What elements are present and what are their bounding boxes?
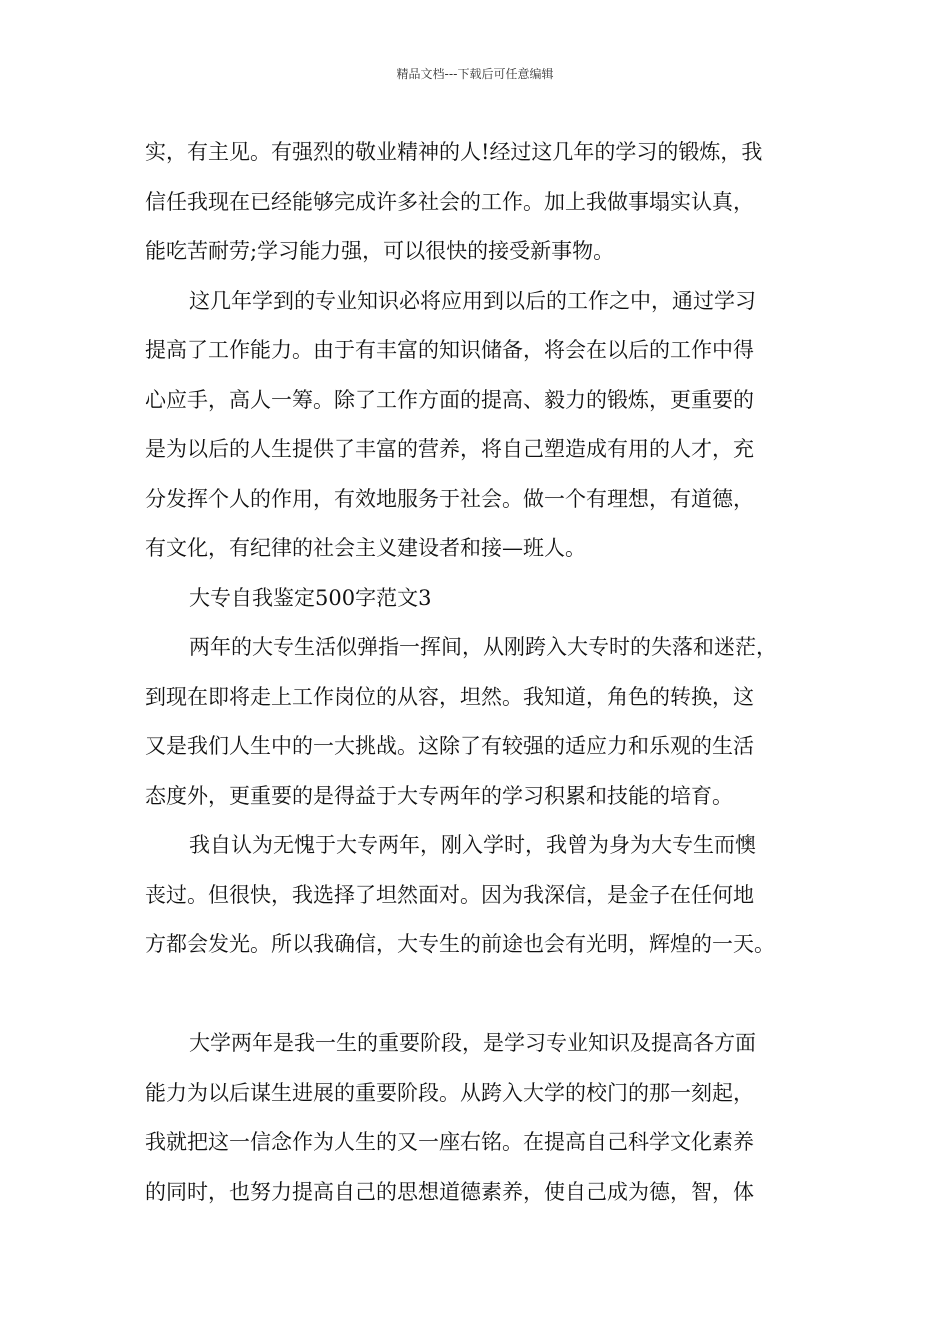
text-line: 我就把这一信念作为人生的又一座右铭。在提高自己科学文化素养 — [145, 1130, 754, 1154]
blank-line — [145, 970, 817, 1020]
text-line: 能力为以后谋生进展的重要阶段。从跨入大学的校门的那一刻起， — [145, 1080, 754, 1105]
document-body — [145, 128, 817, 1217]
text-line: 态度外，更重要的是得益于大专两年的学习积累和技能的培育。 — [145, 783, 733, 808]
text-line: 信任我现在已经能够完成许多社会的工作。加上我做事塌实认真， — [145, 189, 754, 214]
text-line: 有文化，有纪律的社会主义建设者和接—班人。 — [145, 536, 586, 560]
text-line: 提高了工作能力。由于有丰富的知识储备，将会在以后的工作中得 — [145, 338, 754, 362]
text-line: 这几年学到的专业知识必将应用到以后的工作之中，通过学习 — [189, 288, 756, 313]
text-line: 大专自我鉴定500字范文3 — [189, 585, 432, 610]
text-line: 又是我们人生中的一大挑战。这除了有较强的适应力和乐观的生活 — [145, 734, 754, 758]
text-line: 我自认为无愧于大专两年，刚入学时，我曾为身为大专生而懊 — [189, 833, 756, 857]
text-line: 两年的大专生活似弹指一挥间，从刚跨入大专时的失落和迷茫， — [189, 635, 777, 659]
text-line: 的同时，也努力提高自己的思想道德素养，使自己成为德，智，体 — [145, 1179, 754, 1204]
text-line: 方都会发光。所以我确信，大专生的前途也会有光明，辉煌的一天。 — [145, 932, 775, 956]
text-line: 到现在即将走上工作岗位的从容，坦然。我知道，角色的转换，这 — [145, 684, 754, 709]
text-line: 分发挥个人的作用，有效地服务于社会。做一个有理想，有道德， — [145, 486, 754, 511]
text-line: 丧过。但很快，我选择了坦然面对。因为我深信，是金子在任何地 — [145, 882, 754, 907]
page-header: 精品文档---下载后可任意编辑 — [396, 67, 554, 81]
text-line: 心应手，高人一筹。除了工作方面的提高、毅力的锻炼，更重要的 — [145, 387, 754, 412]
text-line: 能吃苦耐劳;学习能力强，可以很快的接受新事物。 — [145, 239, 615, 263]
text-line: 是为以后的人生提供了丰富的营养，将自己塑造成有用的人才，充 — [145, 437, 754, 461]
text-line: 大学两年是我一生的重要阶段，是学习专业知识及提高各方面 — [189, 1031, 756, 1055]
text-line: 实，有主见。有强烈的敬业精神的人!经过这几年的学习的锻炼，我 — [145, 140, 763, 164]
